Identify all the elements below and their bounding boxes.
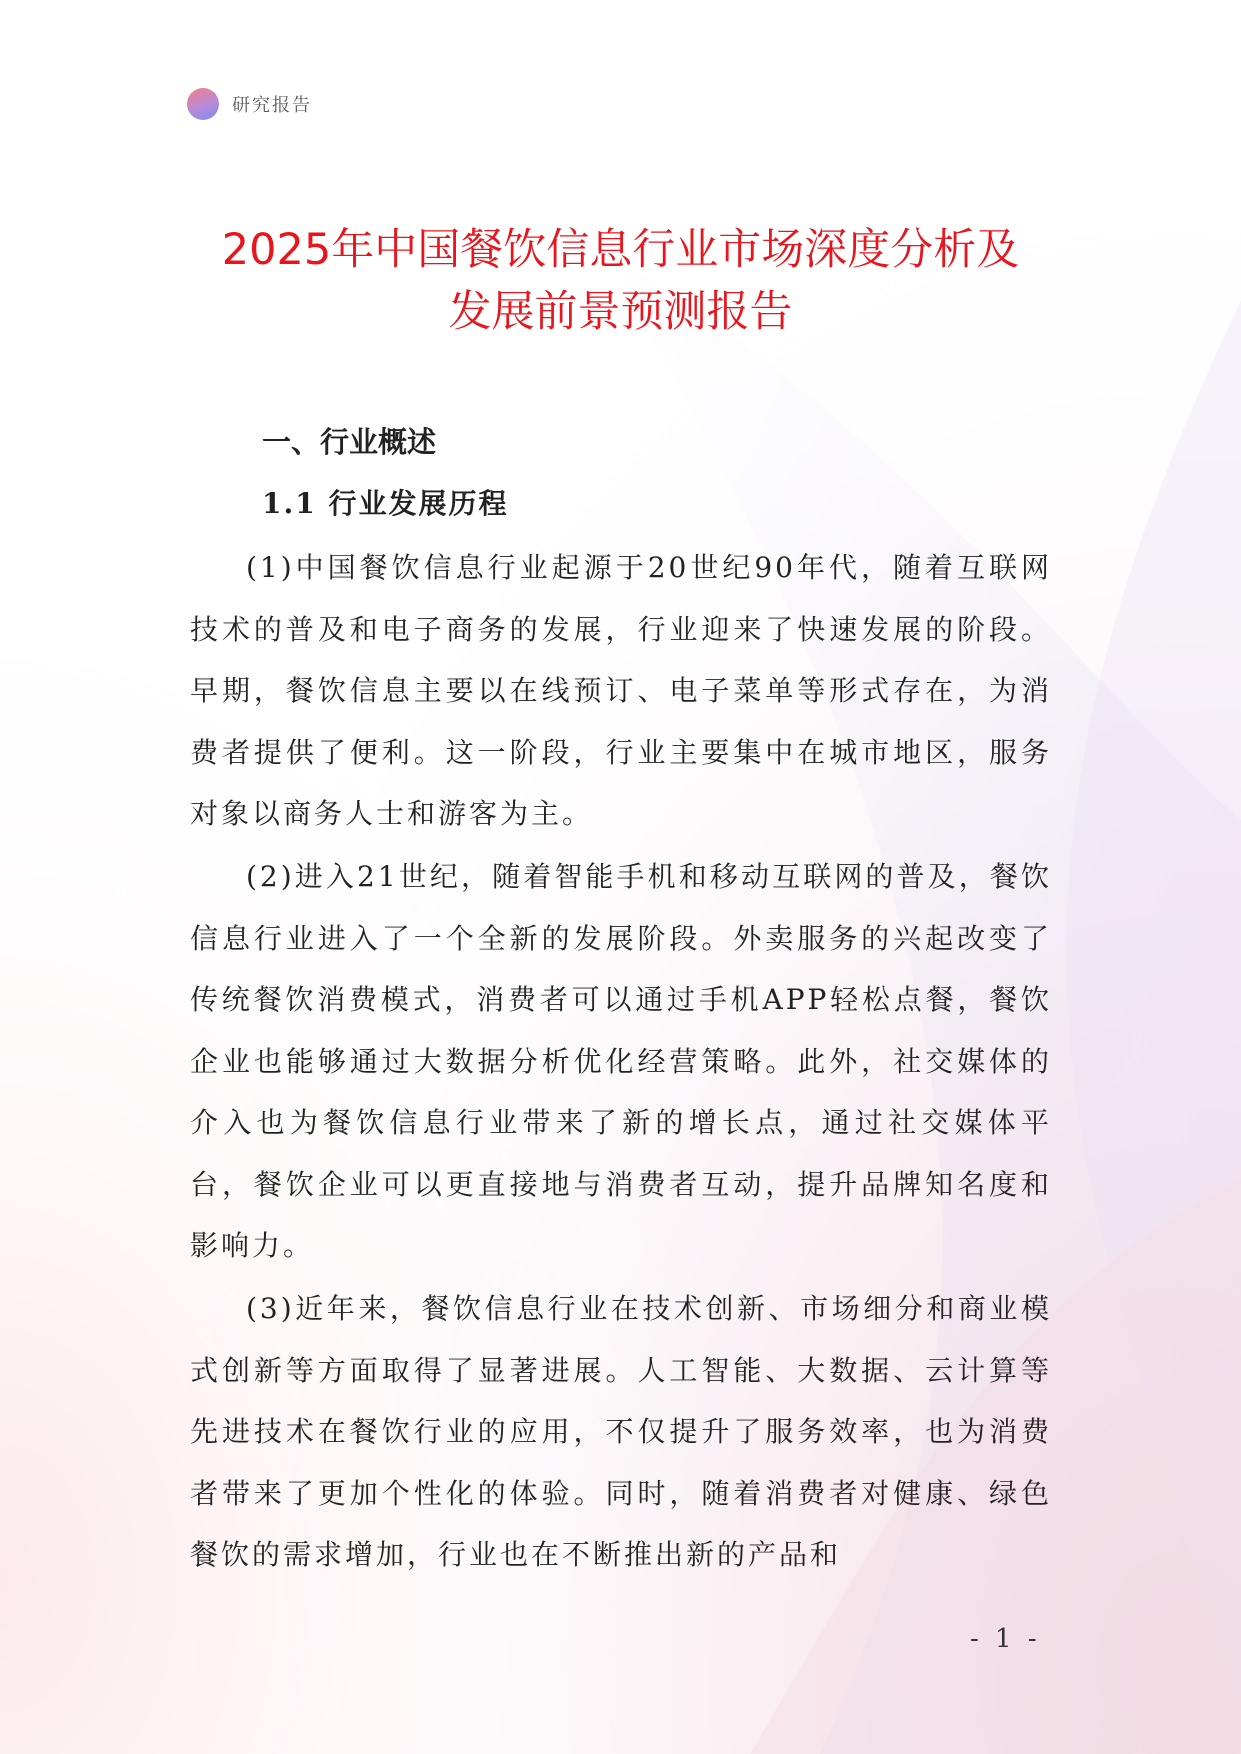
paragraph-2: (2)进入21世纪，随着智能手机和移动互联网的普及，餐饮信息行业进入了一个全新的发展阶段。外卖服务的兴起改变了传统餐饮消费模式，消费者可以通过手机APP轻松点餐，餐饮企业也能够通过大数据分析优化经营策略。此外，社交媒体的介入也为餐饮信息行业带来了新的增长点，通过社交媒体平台，餐饮企业可以更直接地与消费者互动，提升品牌知名度和影响力。 <box>190 860 1052 1262</box>
header-label: 研究报告 <box>232 95 312 116</box>
subsection-heading: 1.1 行业发展历程 <box>262 487 509 520</box>
report-title <box>150 219 1091 343</box>
section-heading: 一、行业概述 <box>262 425 437 459</box>
paragraph-1: (1)中国餐饮信息行业起源于20世纪90年代，随着互联网技术的普及和电子商务的发展，行业迎来了快速发展的阶段。早期，餐饮信息主要以在线预订、电子菜单等形式存在，为消费者提供了便利。这一阶段，行业主要集中在城市地区，服务对象以商务人士和游客为主。 <box>190 551 1052 830</box>
page-number: - 1 - <box>970 1624 1041 1654</box>
report-title-line-2: 发展前景预测报告 <box>448 287 793 337</box>
paragraph-3: (3)近年来，餐饮信息行业在技术创新、市场细分和商业模式创新等方面取得了显著进展。人工智能、大数据、云计算等先进技术在餐饮行业的应用，不仅提升了服务效率，也为消费者带来了更加个性化的体验。同时，随着消费者对健康、绿色餐饮的需求增加，行业也在不断推出新的产品和 <box>190 1292 1052 1571</box>
report-header <box>187 88 312 120</box>
logo-icon <box>187 88 219 120</box>
report-title-line-1: 2025年中国餐饮信息行业市场深度分析及 <box>221 225 1020 275</box>
